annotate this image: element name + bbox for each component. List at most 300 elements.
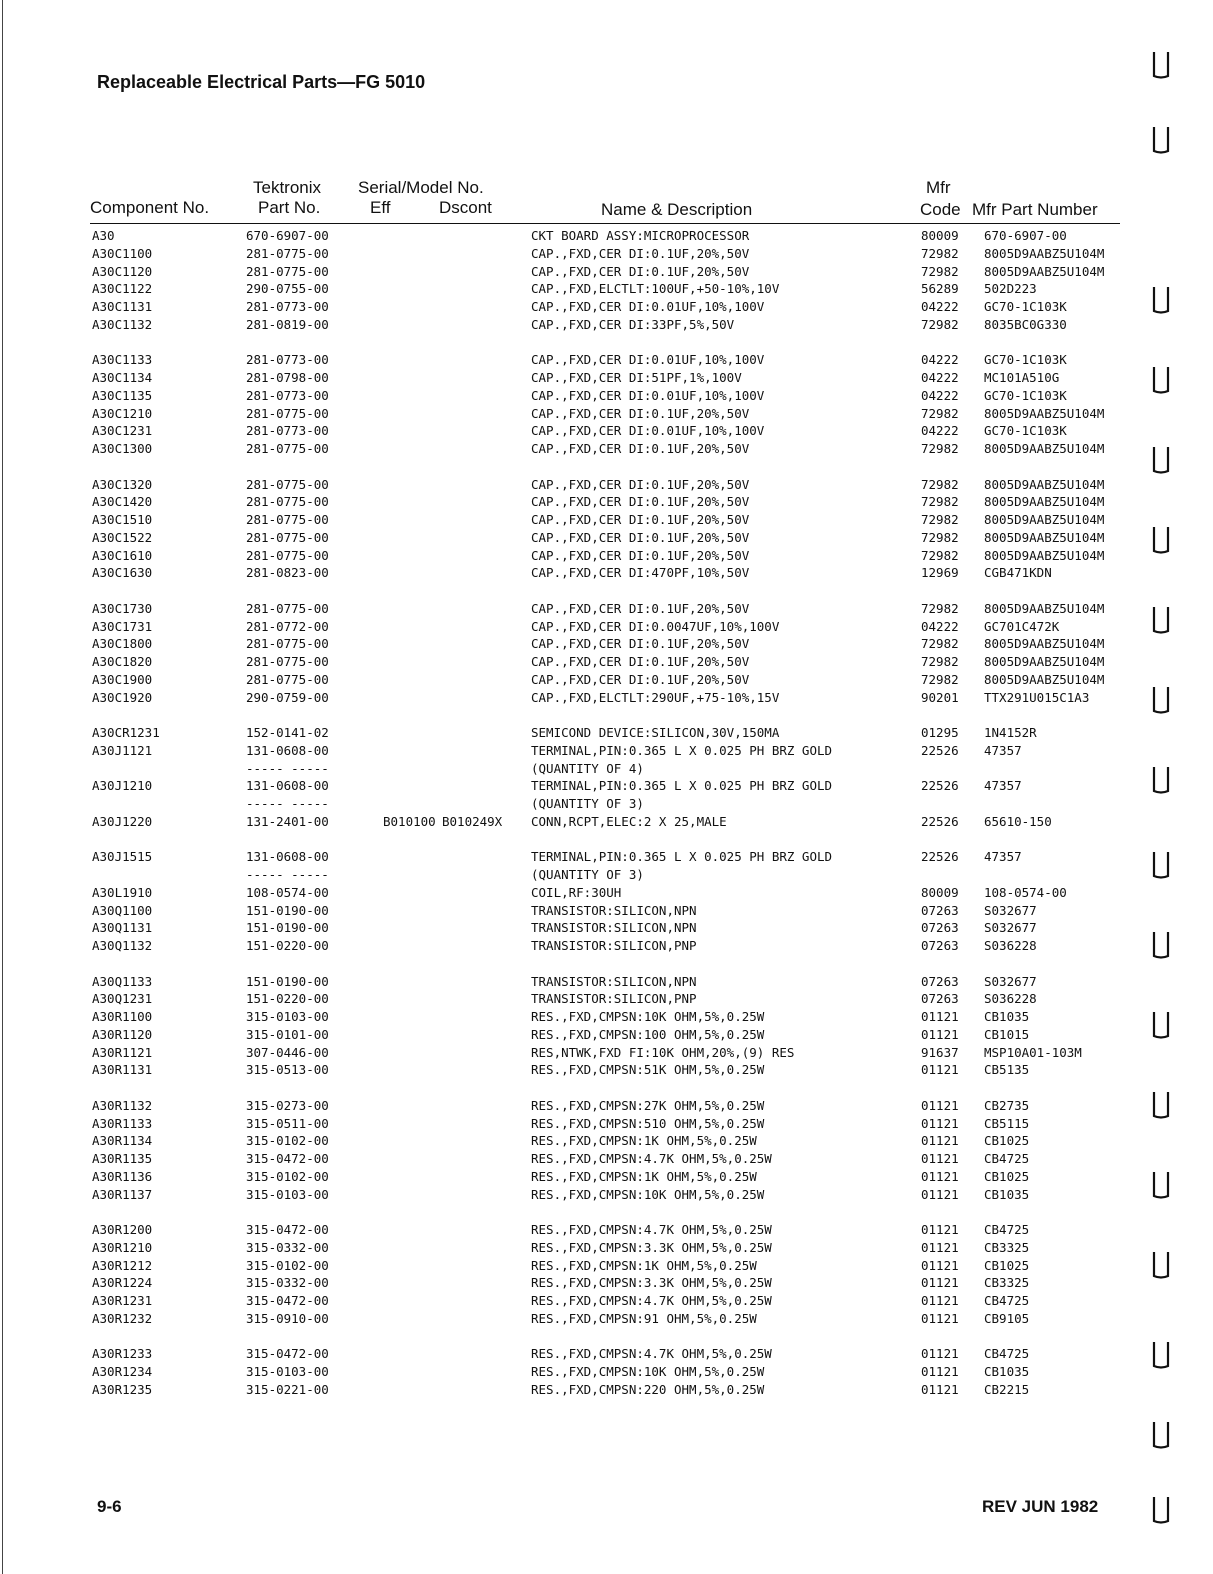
component-no-cell: A30R1120 <box>92 1026 153 1042</box>
tek-part-no-cell: 290-0755-00 <box>246 281 329 297</box>
component-no-cell: A30R1231 <box>92 1293 153 1308</box>
tek-part-no-cell: 131-2401-00 <box>246 813 329 829</box>
mfr-code-cell: 01121 <box>921 1186 959 1202</box>
name-description-cell: CAP.,FXD,CER DI:0.01UF,10%,100V <box>531 423 765 439</box>
mfr-code-cell: 01295 <box>921 725 959 740</box>
table-row <box>0 369 1213 387</box>
mfr-part-number-cell: CB3325 <box>984 1239 1030 1255</box>
tek-part-no-cell: 315-0103-00 <box>246 1186 329 1202</box>
binder-hole-icon <box>1150 445 1172 475</box>
mfr-part-number-cell: 1N4152R <box>984 725 1037 740</box>
name-description-cell: RES.,FXD,CMPSN:51K OHM,5%,0.25W <box>531 1062 765 1078</box>
component-no-cell: A30C1731 <box>92 618 153 634</box>
tek-part-no-cell: 315-0102-00 <box>246 1133 329 1149</box>
name-description-cell: (QUANTITY OF 4) <box>531 760 644 776</box>
component-no-cell: A30R1210 <box>92 1239 153 1255</box>
tek-part-no-cell: 281-0775-00 <box>246 512 329 527</box>
name-description-cell: CAP.,FXD,CER DI:0.0047UF,10%,100V <box>531 618 780 634</box>
mfr-code-cell: 80009 <box>921 884 959 900</box>
binder-hole-icon <box>1150 1340 1172 1370</box>
mfr-code-cell: 01121 <box>921 1275 959 1291</box>
name-description-cell: RES.,FXD,CMPSN:510 OHM,5%,0.25W <box>531 1115 765 1131</box>
mfr-part-number-cell: 108-0574-00 <box>984 884 1067 900</box>
tek-part-no-cell: 281-0775-00 <box>246 654 329 669</box>
tek-part-no-cell: ----- ----- <box>246 796 329 811</box>
table-row <box>0 600 1213 618</box>
table-row <box>0 1257 1213 1275</box>
component-no-cell: A30C1730 <box>92 600 153 616</box>
mfr-part-number-cell: GC70-1C103K <box>984 299 1067 314</box>
mfr-code-cell: 72982 <box>921 494 959 510</box>
table-row <box>0 1097 1213 1115</box>
mfr-code-cell: 04222 <box>921 618 959 634</box>
mfr-part-number-cell: CB2215 <box>984 1381 1030 1397</box>
component-no-cell: A30R1131 <box>92 1062 153 1078</box>
binder-hole-icon <box>1150 1250 1172 1280</box>
name-description-cell: SEMICOND DEVICE:SILICON,30V,150MA <box>531 725 780 740</box>
component-no-cell: A30R1224 <box>92 1275 153 1291</box>
table-row <box>0 511 1213 529</box>
table-row <box>0 227 1213 245</box>
tek-part-no-cell: 315-0472-00 <box>246 1151 329 1166</box>
table-row <box>0 884 1213 902</box>
component-no-cell: A30C1630 <box>92 565 153 581</box>
mfr-code-cell: 72982 <box>921 405 959 421</box>
table-row <box>0 1150 1213 1168</box>
mfr-code-cell: 01121 <box>921 1062 959 1078</box>
mfr-code-cell: 72982 <box>921 263 959 279</box>
mfr-code-cell: 12969 <box>921 565 959 581</box>
tek-part-no-cell: 281-0772-00 <box>246 618 329 634</box>
mfr-part-number-cell: 8005D9AABZ5U104M <box>984 476 1105 492</box>
parts-table <box>0 227 1213 1399</box>
tek-part-no-cell: 281-0775-00 <box>246 529 329 545</box>
mfr-code-cell: 07263 <box>921 920 959 936</box>
table-row <box>0 1026 1213 1044</box>
mfr-part-number-cell: 8005D9AABZ5U104M <box>984 441 1105 456</box>
mfr-code-cell: 01121 <box>921 1097 959 1113</box>
mfr-code-cell: 90201 <box>921 689 959 705</box>
tek-part-no-cell: 315-0221-00 <box>246 1381 329 1397</box>
component-no-cell: A30R1233 <box>92 1346 153 1362</box>
mfr-part-number-cell: CB4725 <box>984 1151 1030 1166</box>
binder-hole-icon <box>1150 765 1172 795</box>
table-row <box>0 973 1213 991</box>
component-no-cell: A30R1133 <box>92 1115 153 1131</box>
mfr-code-cell: 22526 <box>921 849 959 865</box>
mfr-code-cell: 01121 <box>921 1222 959 1237</box>
mfr-code-cell: 72982 <box>921 671 959 687</box>
name-description-cell: RES.,FXD,CMPSN:91 OHM,5%,0.25W <box>531 1310 757 1326</box>
tek-part-no-cell: 281-0823-00 <box>246 565 329 581</box>
mfr-code-cell: 01121 <box>921 1364 959 1379</box>
binder-hole-icon <box>1150 125 1172 155</box>
tek-part-no-cell: 281-0775-00 <box>246 636 329 652</box>
table-row <box>0 263 1213 281</box>
binder-hole-icon <box>1150 1420 1172 1450</box>
mfr-part-number-cell: 8005D9AABZ5U104M <box>984 547 1105 563</box>
col-dscont-header: Dscont <box>439 198 492 217</box>
name-description-cell: TERMINAL,PIN:0.365 L X 0.025 PH BRZ GOLD <box>531 742 833 758</box>
mfr-part-number-cell: GC70-1C103K <box>984 352 1067 368</box>
component-no-cell: A30CR1231 <box>92 725 160 740</box>
name-description-cell: RES.,FXD,CMPSN:100 OHM,5%,0.25W <box>531 1026 765 1042</box>
table-row <box>0 1292 1213 1310</box>
component-no-cell: A30 <box>92 228 115 243</box>
tek-part-no-cell: ----- ----- <box>246 867 329 882</box>
table-row <box>0 1061 1213 1079</box>
name-description-cell: TRANSISTOR:SILICON,NPN <box>531 902 697 918</box>
table-row <box>0 493 1213 511</box>
mfr-part-number-cell: S032677 <box>984 920 1037 936</box>
mfr-part-number-cell: GC70-1C103K <box>984 423 1067 439</box>
col-code-header: Code <box>920 200 961 219</box>
mfr-part-number-cell: CB4725 <box>984 1222 1030 1237</box>
mfr-part-number-cell: 670-6907-00 <box>984 228 1067 243</box>
tek-part-no-cell: 108-0574-00 <box>246 884 329 900</box>
table-row <box>0 1381 1213 1399</box>
name-description-cell: RES.,FXD,CMPSN:1K OHM,5%,0.25W <box>531 1257 757 1273</box>
component-no-cell: A30R1100 <box>92 1009 153 1024</box>
mfr-part-number-cell: 502D223 <box>984 281 1037 297</box>
name-description-cell: CAP.,FXD,CER DI:0.1UF,20%,50V <box>531 405 750 421</box>
table-row <box>0 1239 1213 1257</box>
tek-part-no-cell: 281-0775-00 <box>246 671 329 687</box>
tek-part-no-cell: 281-0775-00 <box>246 245 329 261</box>
name-description-cell: TERMINAL,PIN:0.365 L X 0.025 PH BRZ GOLD <box>531 778 833 794</box>
tek-part-no-cell: 315-0910-00 <box>246 1310 329 1326</box>
binder-hole-icon <box>1150 930 1172 960</box>
mfr-code-cell: 01121 <box>921 1168 959 1184</box>
mfr-part-number-cell: 47357 <box>984 778 1022 794</box>
name-description-cell: (QUANTITY OF 3) <box>531 867 644 882</box>
table-row <box>0 476 1213 494</box>
name-description-cell: CAP.,FXD,CER DI:0.1UF,20%,50V <box>531 671 750 687</box>
mfr-code-cell: 72982 <box>921 654 959 669</box>
mfr-code-cell: 72982 <box>921 529 959 545</box>
mfr-part-number-cell: 47357 <box>984 742 1022 758</box>
tek-part-no-cell: 315-0273-00 <box>246 1097 329 1113</box>
component-no-cell: A30C1210 <box>92 405 153 421</box>
table-row <box>0 671 1213 689</box>
col-name-header: Name & Description <box>601 200 753 219</box>
mfr-part-number-cell: GC70-1C103K <box>984 387 1067 403</box>
mfr-part-number-cell: CB5115 <box>984 1115 1030 1131</box>
tek-part-no-cell: 281-0773-00 <box>246 423 329 439</box>
table-row <box>0 1115 1213 1133</box>
table-row <box>0 742 1213 760</box>
mfr-part-number-cell: 8005D9AABZ5U104M <box>984 600 1105 616</box>
name-description-cell: CAP.,FXD,CER DI:0.1UF,20%,50V <box>531 245 750 261</box>
header-rule <box>90 223 1120 224</box>
tek-part-no-cell: 281-0775-00 <box>246 600 329 616</box>
mfr-code-cell: 01121 <box>921 1257 959 1273</box>
name-description-cell: CAP.,FXD,CER DI:0.1UF,20%,50V <box>531 600 750 616</box>
tek-part-no-cell: 281-0775-00 <box>246 405 329 421</box>
mfr-part-number-cell: S036228 <box>984 991 1037 1007</box>
binder-hole-icon <box>1150 1010 1172 1040</box>
tek-part-no-cell: 290-0759-00 <box>246 689 329 705</box>
mfr-code-cell: 07263 <box>921 938 959 953</box>
mfr-code-cell: 01121 <box>921 1009 959 1024</box>
component-no-cell: A30R1136 <box>92 1168 153 1184</box>
mfr-part-number-cell: CB5135 <box>984 1062 1030 1078</box>
table-row <box>0 529 1213 547</box>
name-description-cell: CAP.,FXD,CER DI:0.1UF,20%,50V <box>531 654 750 669</box>
mfr-part-number-cell: 8035BC0G330 <box>984 316 1067 332</box>
mfr-part-number-cell: CGB471KDN <box>984 565 1052 581</box>
component-no-cell: A30C1300 <box>92 441 153 456</box>
name-description-cell: TERMINAL,PIN:0.365 L X 0.025 PH BRZ GOLD <box>531 849 833 865</box>
component-no-cell: A30C1231 <box>92 423 153 439</box>
name-description-cell: RES.,FXD,CMPSN:3.3K OHM,5%,0.25W <box>531 1239 772 1255</box>
name-description-cell: RES,NTWK,FXD FI:10K OHM,20%,(9) RES <box>531 1044 795 1060</box>
name-description-cell: RES.,FXD,CMPSN:1K OHM,5%,0.25W <box>531 1168 757 1184</box>
mfr-code-cell: 01121 <box>921 1293 959 1308</box>
mfr-part-number-cell: S036228 <box>984 938 1037 953</box>
component-no-cell: A30C1610 <box>92 547 153 563</box>
binder-hole-icon <box>1150 50 1172 80</box>
tek-part-no-cell: 315-0332-00 <box>246 1275 329 1291</box>
table-row <box>0 760 1213 778</box>
tek-part-no-cell: 315-0511-00 <box>246 1115 329 1131</box>
component-no-cell: A30C1100 <box>92 245 153 261</box>
mfr-part-number-cell: CB1025 <box>984 1133 1030 1149</box>
mfr-part-number-cell: TTX291U015C1A3 <box>984 689 1090 705</box>
mfr-part-number-cell: 8005D9AABZ5U104M <box>984 529 1105 545</box>
mfr-part-number-cell: 47357 <box>984 849 1022 865</box>
mfr-part-number-cell: 8005D9AABZ5U104M <box>984 654 1105 669</box>
name-description-cell: COIL,RF:30UH <box>531 884 622 900</box>
tek-part-no-cell: 131-0608-00 <box>246 778 329 794</box>
table-row <box>0 564 1213 582</box>
tek-part-no-cell: 151-0190-00 <box>246 920 329 936</box>
col-eff-header: Eff <box>370 198 391 217</box>
mfr-code-cell: 04222 <box>921 387 959 403</box>
component-no-cell: A30J1210 <box>92 778 153 794</box>
mfr-code-cell: 04222 <box>921 423 959 439</box>
component-no-cell: A30C1522 <box>92 529 153 545</box>
page-title: Replaceable Electrical Parts—FG 5010 <box>97 72 426 92</box>
component-no-cell: A30C1132 <box>92 316 153 332</box>
tek-part-no-cell: 315-0102-00 <box>246 1257 329 1273</box>
mfr-code-cell: 01121 <box>921 1151 959 1166</box>
mfr-code-cell: 72982 <box>921 636 959 652</box>
mfr-part-number-cell: CB9105 <box>984 1310 1030 1326</box>
name-description-cell: CAP.,FXD,CER DI:0.1UF,20%,50V <box>531 263 750 279</box>
mfr-part-number-cell: 8005D9AABZ5U104M <box>984 405 1105 421</box>
name-description-cell: CAP.,FXD,CER DI:470PF,10%,50V <box>531 565 750 581</box>
component-no-cell: A30R1235 <box>92 1381 153 1397</box>
table-row <box>0 1044 1213 1062</box>
name-description-cell: RES.,FXD,CMPSN:4.7K OHM,5%,0.25W <box>531 1222 772 1237</box>
mfr-code-cell: 07263 <box>921 902 959 918</box>
table-row <box>0 1363 1213 1381</box>
mfr-code-cell: 01121 <box>921 1026 959 1042</box>
mfr-part-number-cell: CB1025 <box>984 1257 1030 1273</box>
serial-eff-cell: B010100 <box>383 813 436 829</box>
component-no-cell: A30C1920 <box>92 689 153 705</box>
tek-part-no-cell: 281-0773-00 <box>246 352 329 368</box>
mfr-part-number-cell: CB4725 <box>984 1293 1030 1308</box>
tek-part-no-cell: 281-0775-00 <box>246 441 329 456</box>
mfr-code-cell: 04222 <box>921 370 959 385</box>
mfr-code-cell: 01121 <box>921 1115 959 1131</box>
name-description-cell: RES.,FXD,CMPSN:3.3K OHM,5%,0.25W <box>531 1275 772 1291</box>
component-no-cell: A30C1820 <box>92 654 153 669</box>
mfr-code-cell: 22526 <box>921 778 959 794</box>
component-no-cell: A30C1134 <box>92 370 153 385</box>
tek-part-no-cell: 315-0472-00 <box>246 1222 329 1237</box>
tek-part-no-cell: 670-6907-00 <box>246 228 329 243</box>
binder-hole-icon <box>1150 685 1172 715</box>
table-row <box>0 1008 1213 1026</box>
table-row <box>0 813 1213 831</box>
mfr-part-number-cell: 8005D9AABZ5U104M <box>984 245 1105 261</box>
table-row <box>0 1132 1213 1150</box>
table-row <box>0 866 1213 884</box>
mfr-part-number-cell: CB3325 <box>984 1275 1030 1291</box>
table-row <box>0 405 1213 423</box>
table-row <box>0 653 1213 671</box>
col-component-header: Component No. <box>90 198 210 217</box>
col-mfr-part-header: Mfr Part Number <box>972 200 1098 219</box>
tek-part-no-cell: 281-0775-00 <box>246 263 329 279</box>
name-description-cell: CAP.,FXD,ELCTLT:290UF,+75-10%,15V <box>531 689 780 705</box>
name-description-cell: CAP.,FXD,CER DI:0.1UF,20%,50V <box>531 547 750 563</box>
tek-part-no-cell: 151-0220-00 <box>246 991 329 1007</box>
table-row <box>0 245 1213 263</box>
mfr-code-cell: 22526 <box>921 813 959 829</box>
name-description-cell: TRANSISTOR:SILICON,PNP <box>531 991 697 1007</box>
table-row <box>0 848 1213 866</box>
tek-part-no-cell: 315-0513-00 <box>246 1062 329 1078</box>
mfr-part-number-cell: 8005D9AABZ5U104M <box>984 512 1105 527</box>
table-row <box>0 1221 1213 1239</box>
name-description-cell: RES.,FXD,CMPSN:1K OHM,5%,0.25W <box>531 1133 757 1149</box>
table-row <box>0 990 1213 1008</box>
table-row <box>0 298 1213 316</box>
mfr-code-cell: 07263 <box>921 973 959 989</box>
name-description-cell: RES.,FXD,CMPSN:4.7K OHM,5%,0.25W <box>531 1346 772 1362</box>
component-no-cell: A30R1121 <box>92 1044 153 1060</box>
tek-part-no-cell: 281-0773-00 <box>246 299 329 314</box>
mfr-code-cell: 72982 <box>921 245 959 261</box>
component-no-cell: A30R1134 <box>92 1133 153 1149</box>
mfr-code-cell: 72982 <box>921 476 959 492</box>
table-row <box>0 422 1213 440</box>
binder-hole-icon <box>1150 850 1172 880</box>
name-description-cell: CONN,RCPT,ELEC:2 X 25,MALE <box>531 813 727 829</box>
component-no-cell: A30J1121 <box>92 742 153 758</box>
tek-part-no-cell: 281-0775-00 <box>246 476 329 492</box>
component-no-cell: A30Q1132 <box>92 938 153 953</box>
table-row <box>0 440 1213 458</box>
tek-part-no-cell: 151-0190-00 <box>246 902 329 918</box>
table-row <box>0 1274 1213 1292</box>
component-no-cell: A30C1122 <box>92 281 153 297</box>
mfr-part-number-cell: S032677 <box>984 902 1037 918</box>
component-no-cell: A30C1320 <box>92 476 153 492</box>
table-row <box>0 919 1213 937</box>
mfr-code-cell: 01121 <box>921 1346 959 1362</box>
component-no-cell: A30J1515 <box>92 849 153 865</box>
mfr-part-number-cell: 8005D9AABZ5U104M <box>984 671 1105 687</box>
mfr-part-number-cell: 8005D9AABZ5U104M <box>984 494 1105 510</box>
tek-part-no-cell: 281-0775-00 <box>246 547 329 563</box>
col-tektronix-header-line1: Tektronix <box>253 178 322 197</box>
tek-part-no-cell: 315-0332-00 <box>246 1239 329 1255</box>
table-row <box>0 1168 1213 1186</box>
name-description-cell: CKT BOARD ASSY:MICROPROCESSOR <box>531 228 750 243</box>
mfr-part-number-cell: CB1025 <box>984 1168 1030 1184</box>
component-no-cell: A30C1420 <box>92 494 153 510</box>
name-description-cell: RES.,FXD,CMPSN:10K OHM,5%,0.25W <box>531 1186 765 1202</box>
name-description-cell: RES.,FXD,CMPSN:220 OHM,5%,0.25W <box>531 1381 765 1397</box>
name-description-cell: RES.,FXD,CMPSN:10K OHM,5%,0.25W <box>531 1364 765 1379</box>
mfr-code-cell: 22526 <box>921 742 959 758</box>
table-row <box>0 635 1213 653</box>
table-row <box>0 280 1213 298</box>
mfr-part-number-cell: 8005D9AABZ5U104M <box>984 636 1105 652</box>
col-mfr-header-line1: Mfr <box>926 178 951 197</box>
col-tektronix-header-line2: Part No. <box>258 198 321 217</box>
table-row <box>0 618 1213 636</box>
name-description-cell: CAP.,FXD,CER DI:33PF,5%,50V <box>531 316 735 332</box>
mfr-code-cell: 91637 <box>921 1044 959 1060</box>
component-no-cell: A30C1800 <box>92 636 153 652</box>
name-description-cell: TRANSISTOR:SILICON,NPN <box>531 973 697 989</box>
name-description-cell: CAP.,FXD,CER DI:0.1UF,20%,50V <box>531 529 750 545</box>
binder-hole-icon <box>1150 1090 1172 1120</box>
name-description-cell: CAP.,FXD,CER DI:0.1UF,20%,50V <box>531 476 750 492</box>
table-row <box>0 777 1213 795</box>
component-no-cell: A30C1900 <box>92 671 153 687</box>
binder-hole-icon <box>1150 525 1172 555</box>
mfr-part-number-cell: 8005D9AABZ5U104M <box>984 263 1105 279</box>
binder-hole-icon <box>1150 1170 1172 1200</box>
tek-part-no-cell: 131-0608-00 <box>246 849 329 865</box>
component-no-cell: A30R1232 <box>92 1310 153 1326</box>
col-serial-header: Serial/Model No. <box>358 178 484 197</box>
component-no-cell: A30R1132 <box>92 1097 153 1113</box>
tek-part-no-cell: 315-0472-00 <box>246 1346 329 1362</box>
name-description-cell: TRANSISTOR:SILICON,NPN <box>531 920 697 936</box>
tek-part-no-cell: 151-0190-00 <box>246 973 329 989</box>
tek-part-no-cell: 315-0101-00 <box>246 1026 329 1042</box>
tek-part-no-cell: 315-0103-00 <box>246 1009 329 1024</box>
tek-part-no-cell: 281-0798-00 <box>246 370 329 385</box>
tek-part-no-cell: 315-0472-00 <box>246 1293 329 1308</box>
table-row <box>0 937 1213 955</box>
mfr-part-number-cell: CB1035 <box>984 1364 1030 1379</box>
component-no-cell: A30C1131 <box>92 299 153 314</box>
mfr-part-number-cell: MSP10A01-103M <box>984 1044 1082 1060</box>
mfr-part-number-cell: S032677 <box>984 973 1037 989</box>
serial-dscont-cell: B010249X <box>442 813 503 829</box>
name-description-cell: RES.,FXD,CMPSN:10K OHM,5%,0.25W <box>531 1009 765 1024</box>
table-row <box>0 547 1213 565</box>
table-row <box>0 351 1213 369</box>
component-no-cell: A30J1220 <box>92 813 153 829</box>
mfr-code-cell: 04222 <box>921 299 959 314</box>
name-description-cell: CAP.,FXD,ELCTLT:100UF,+50-10%,10V <box>531 281 780 297</box>
mfr-part-number-cell: CB4725 <box>984 1346 1030 1362</box>
table-row <box>0 795 1213 813</box>
tek-part-no-cell: 281-0819-00 <box>246 316 329 332</box>
table-row <box>0 689 1213 707</box>
revision-date: REV JUN 1982 <box>982 1497 1099 1516</box>
